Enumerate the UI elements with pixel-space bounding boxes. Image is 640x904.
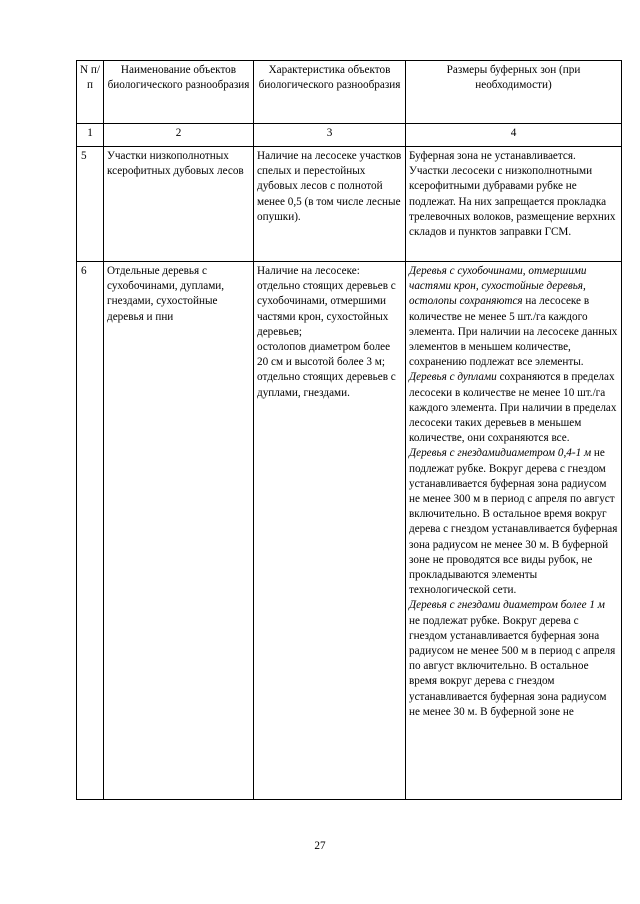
object-name: Участки низкополнотных ксерофитных дубовых лесов bbox=[104, 147, 254, 262]
buffer-term: Деревья с гнездамидиаметром 0,4-1 м bbox=[409, 447, 592, 460]
buffer-text: сохраняются в пределах лесосеки в количестве не менее 10 шт./га каждого элемента. При наличии в пределах лесосеки таких деревьев в меньшем количестве, они сохраняются все. bbox=[409, 371, 617, 445]
column-number: 1 bbox=[77, 124, 104, 147]
buffer-text: не подлежат рубке. Вокруг дерева с гнездом устанавливается буферная зона радиусом не менее 300 м в период с апреля по август включительно. В остальное время вокруг дерева с гнездом устанавливается буферная зона радиусом не менее 30 м. В буферной зоне не проводятся все виды рубок, не прокладываются элементы технологической сети. bbox=[409, 447, 618, 597]
column-number: 2 bbox=[104, 124, 254, 147]
column-number-row bbox=[77, 124, 622, 147]
table-row bbox=[77, 147, 622, 262]
object-characteristic: Наличие на лесосеке участков спелых и перестойных дубовых лесов с полнотой менее 0,5 (в том числе лесные опушки). bbox=[254, 147, 406, 262]
buffer-text: на лесосеке в количестве не менее 5 шт./га каждого элемента. При наличии на лесосеке данных элементов в меньшем количестве, сохранению подлежат все элементы. bbox=[409, 295, 618, 369]
header-number: N п/п bbox=[77, 61, 104, 124]
header-characteristic: Характеристика объектов биологического разнообразия bbox=[254, 61, 406, 124]
buffer-zone bbox=[406, 262, 622, 800]
object-name: Отдельные деревья с сухобочинами, дуплами, гнездами, сухостойные деревья и пни bbox=[104, 262, 254, 800]
buffer-zone: Буферная зона не устанавливается. Участки лесосеки с низкополнотными ксерофитными дубравами рубке не подлежат. На них запрещается прокладка трелевочных волоков, размещение верхних складов и пунктов заправки ГСМ. bbox=[406, 147, 622, 262]
characteristic-line: отдельно стоящих деревьев с дуплами, гнездами. bbox=[257, 371, 396, 399]
characteristic-line: отдельно стоящих деревьев с сухобочинами, отмершими частями крон, сухостойных деревьев; bbox=[257, 280, 396, 338]
characteristic-line: остолопов диаметром более 20 см и высотой более 3 м; bbox=[257, 341, 391, 369]
biodiversity-table bbox=[76, 60, 622, 800]
characteristic-line: Наличие на лесосеке: bbox=[257, 265, 360, 277]
header-name: Наименование объектов биологического разнообразия bbox=[104, 61, 254, 124]
buffer-term: Деревья с гнездами диаметром более 1 м bbox=[409, 599, 605, 612]
buffer-term: Деревья с дуплами bbox=[409, 371, 497, 384]
column-number: 3 bbox=[254, 124, 406, 147]
column-number: 4 bbox=[406, 124, 622, 147]
table-row bbox=[77, 262, 622, 800]
row-number: 6 bbox=[77, 262, 104, 800]
row-number: 5 bbox=[77, 147, 104, 262]
table-header-row bbox=[77, 61, 622, 124]
buffer-text: не подлежат рубке. Вокруг дерева с гнездом устанавливается буферная зона радиусом не менее 500 м в период с апреля по август включительно. В остальное время вокруг дерева с гнездом устанавливается буферная зона радиусом не менее 30 м. В буферной зоне не bbox=[409, 614, 616, 718]
object-characteristic bbox=[254, 262, 406, 800]
page-number: 27 bbox=[314, 840, 326, 852]
buffer-term: Деревья с сухобочинами, отмершими частями крон, сухостойные деревья, остолопы сохраняются bbox=[409, 265, 587, 308]
header-buffer: Размеры буферных зон (при необходимости) bbox=[406, 61, 622, 124]
